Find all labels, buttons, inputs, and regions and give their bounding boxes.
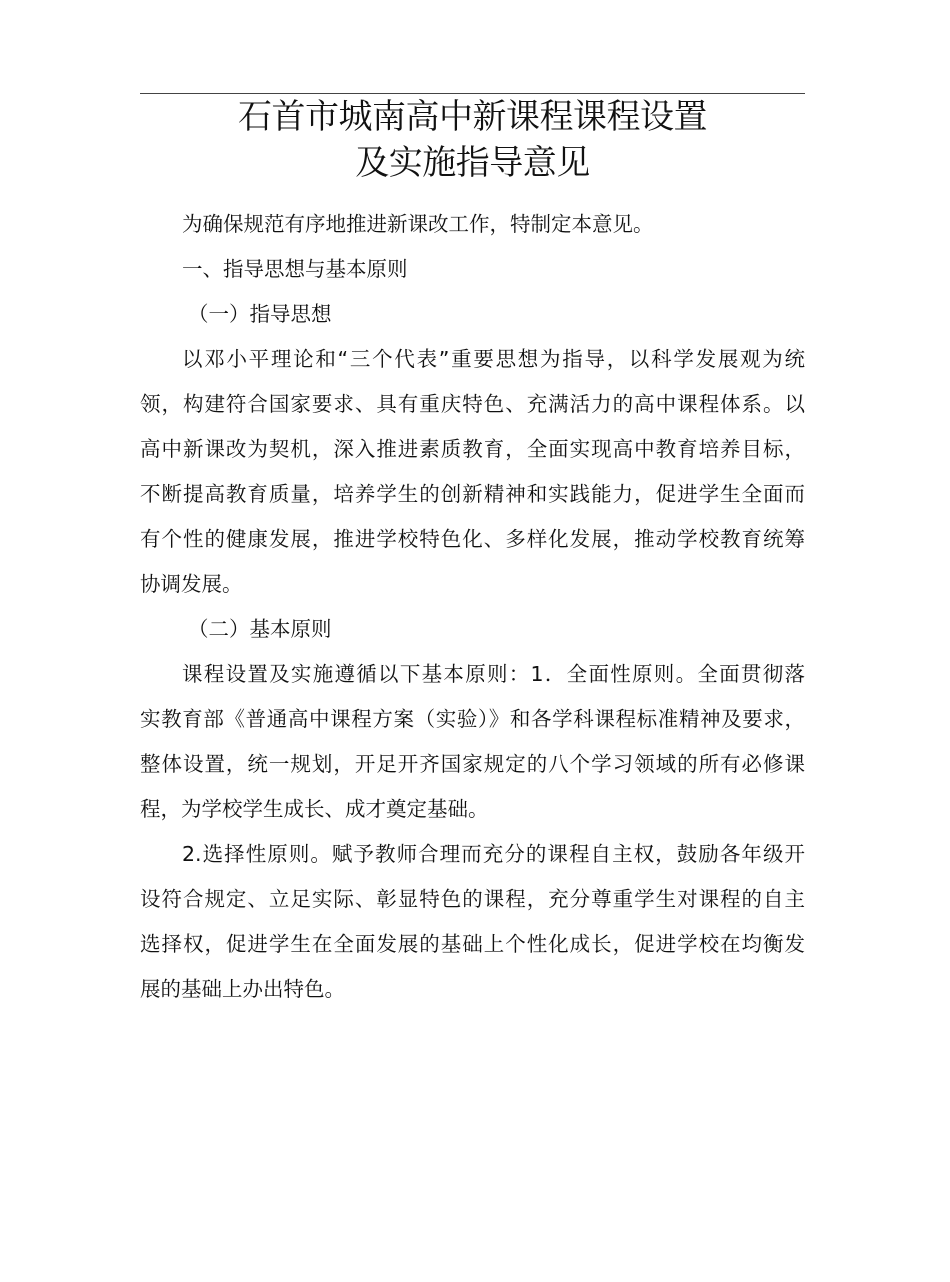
paragraph-line: 选择权，促进学生在全面发展的基础上个性化成长，促进学校在均衡发 <box>140 932 805 956</box>
paragraph-line: 设符合规定、立足实际、彰显特色的课程，充分尊重学生对课程的自主 <box>140 887 805 911</box>
document-title-line1: 石首市城南高中新课程课程设置 <box>238 97 707 137</box>
document-title-line2: 及实施指导意见 <box>355 143 590 183</box>
document-body <box>140 202 805 1012</box>
intro-paragraph: 为确保规范有序地推进新课改工作，特制定本意见。 <box>182 212 654 236</box>
subsection-heading-2: （二）基本原则 <box>188 617 332 641</box>
paragraph-line: 领，构建符合国家要求、具有重庆特色、充满活力的高中课程体系。以 <box>140 392 805 416</box>
paragraph-line: 展的基础上办出特色。 <box>140 977 345 1001</box>
paragraph-line: 高中新课改为契机，深入推进素质教育，全面实现高中教育培养目标， <box>140 437 805 461</box>
paragraph-line: 2.选择性原则。赋予教师合理而充分的课程自主权，鼓励各年级开 <box>182 842 805 866</box>
paragraph-line: 有个性的健康发展，推进学校特色化、多样化发展，推动学校教育统筹 <box>140 527 805 551</box>
paragraph-line: 不断提高教育质量，培养学生的创新精神和实践能力，促进学生全面而 <box>140 482 805 506</box>
paragraph-line: 整体设置，统一规划，开足开齐国家规定的八个学习领域的所有必修课 <box>140 752 805 776</box>
section-heading-1: 一、指导思想与基本原则 <box>182 257 408 281</box>
header-rule <box>140 93 805 94</box>
paragraph-line: 课程设置及实施遵循以下基本原则：1．全面性原则。全面贯彻落 <box>182 662 805 686</box>
paragraph-line: 程，为学校学生成长、成才奠定基础。 <box>140 797 489 821</box>
paragraph-line: 实教育部《普通高中课程方案（实验）》和各学科课程标准精神及要求， <box>140 707 805 731</box>
paragraph-line: 协调发展。 <box>140 572 243 596</box>
paragraph-line: 以邓小平理论和“三个代表”重要思想为指导，以科学发展观为统 <box>182 347 805 371</box>
subsection-heading-1: （一）指导思想 <box>188 302 332 326</box>
